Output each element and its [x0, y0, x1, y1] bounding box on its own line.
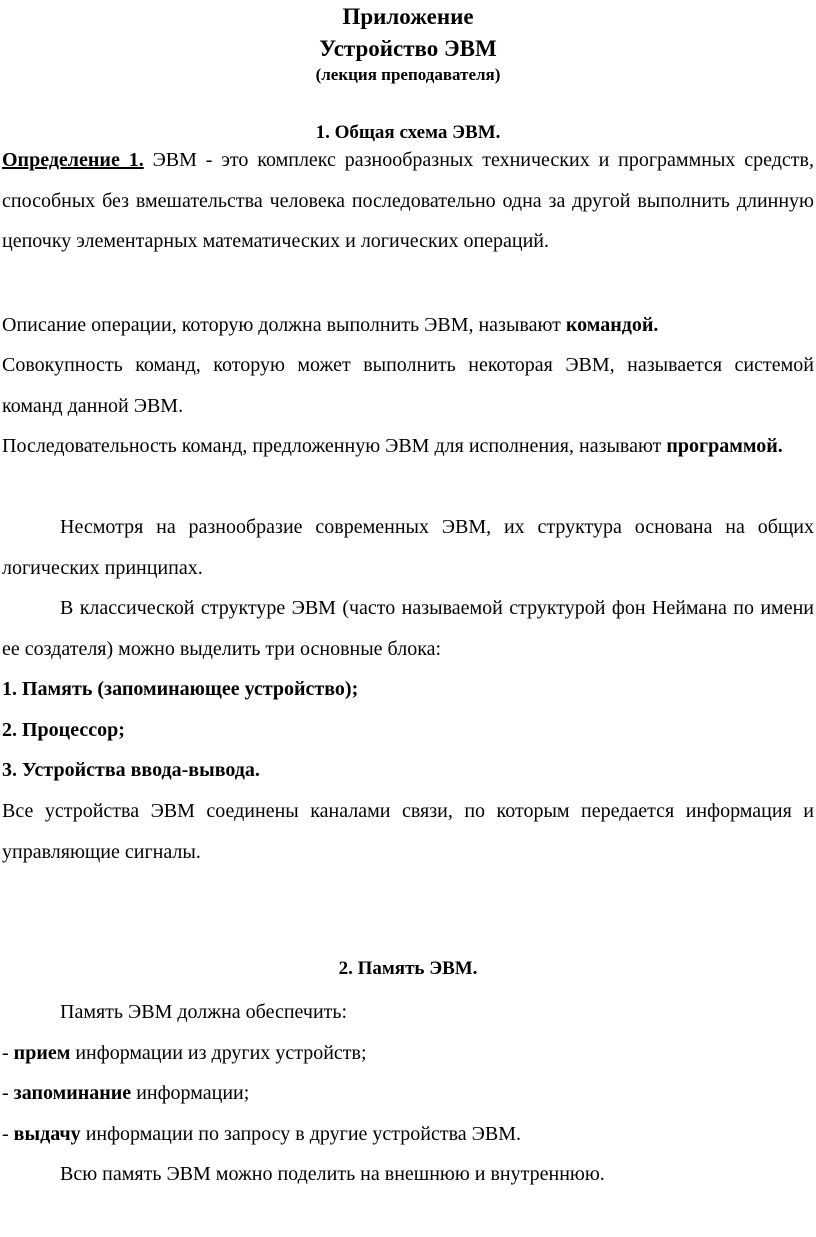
- command-paragraph: [2, 305, 814, 346]
- block-item: 2. Процессор;: [2, 719, 125, 741]
- program-term: программой.: [666, 435, 783, 457]
- memory-list-item: - запоминание информации;: [2, 1082, 250, 1104]
- channels-paragraph: Все устройства ЭВМ соединены каналами связи, по которым передается информация и управляющие сигналы.: [2, 800, 814, 863]
- block-item: 3. Устройства ввода-вывода.: [2, 759, 260, 781]
- definition-label: Определение 1.: [2, 149, 144, 171]
- classic-paragraph: В классической структуре ЭВМ (часто называемой структурой фон Неймана по имени ее создателя) можно выделить три основные блока:: [2, 597, 814, 660]
- memory-closing: Всю память ЭВМ можно поделить на внешнюю и внутреннюю.: [60, 1163, 605, 1185]
- command-text: Описание операции, которую должна выполнить ЭВМ, называют: [2, 314, 566, 336]
- section2-heading: 2. Память ЭВМ.: [338, 958, 478, 979]
- definition-paragraph: [2, 140, 814, 262]
- memory-list-item: - выдачу информации по запросу в другие устройства ЭВМ.: [2, 1123, 521, 1145]
- diversity-paragraph: Несмотря на разнообразие современных ЭВМ, их структура основана на общих логических принципах.: [2, 516, 814, 579]
- memory-list-item: - прием информации из других устройств;: [2, 1042, 367, 1064]
- block-item: 1. Память (запоминающее устройство);: [2, 678, 359, 700]
- command-term: командой.: [565, 314, 659, 336]
- memory-intro: Память ЭВМ должна обеспечить:: [60, 1001, 348, 1023]
- document-note: (лекция преподавателя): [315, 65, 501, 84]
- system-paragraph: Совокупность команд, которую может выполнить некоторая ЭВМ, называется системой команд данной ЭВМ.: [2, 354, 814, 417]
- section1-heading: 1. Общая схема ЭВМ.: [315, 122, 501, 143]
- program-paragraph: [2, 426, 814, 467]
- definition-text: ЭВМ - это комплекс разнообразных технических и программных средств, способных без вмешательства человека последовательно одна за другой выполнить длинную цепочку элементарных математических и логических операций.: [2, 149, 814, 253]
- document-title: Приложение: [342, 4, 474, 29]
- document-subtitle: Устройство ЭВМ: [319, 36, 497, 61]
- program-text: Последовательность команд, предложенную ЭВМ для исполнения, называют: [2, 435, 667, 457]
